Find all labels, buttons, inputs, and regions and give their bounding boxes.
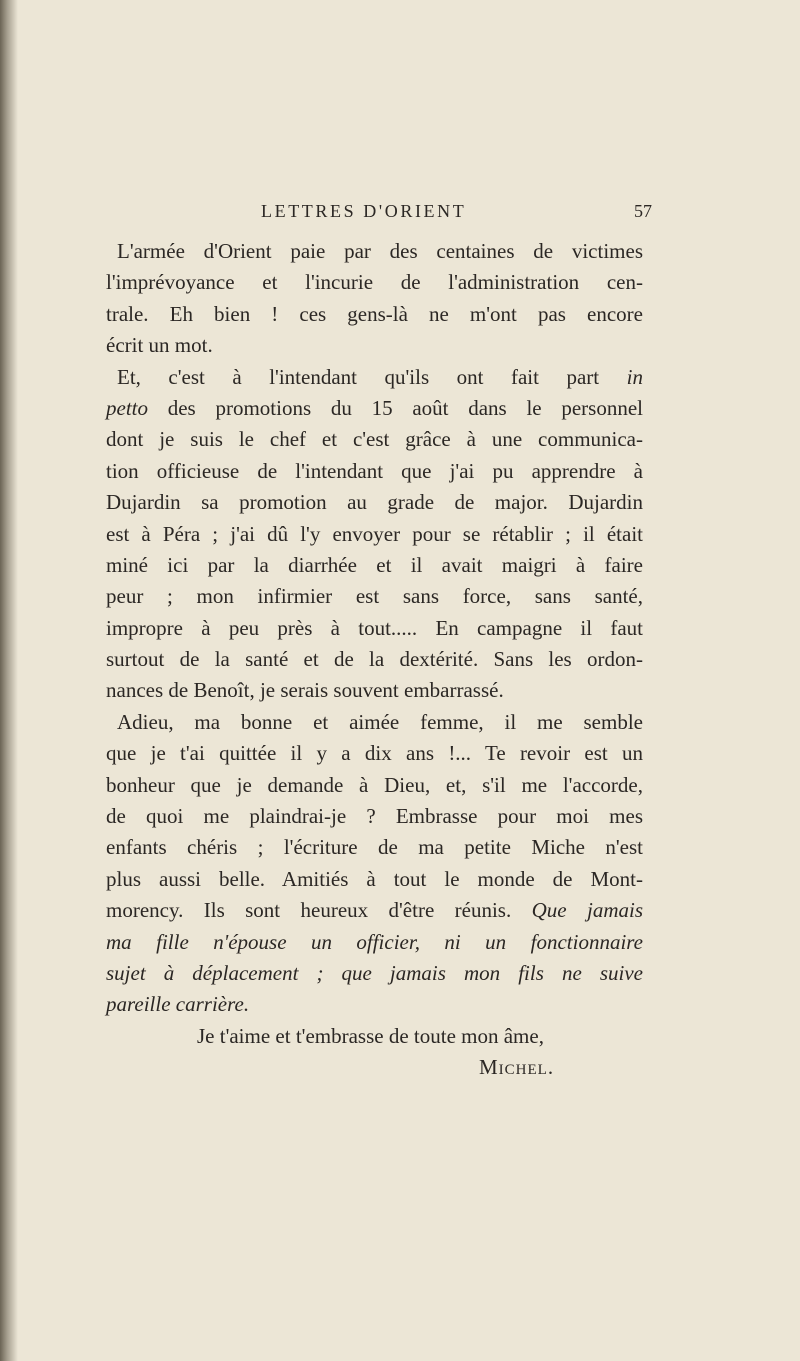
text-line — [106, 362, 643, 393]
text-line: miné ici par la diarrhée et il avait maigri à faire — [106, 552, 643, 577]
page-edge-shadow — [0, 0, 18, 1361]
text-segment: morency. Ils sont heureux d'être réunis. — [106, 898, 532, 923]
text-line — [106, 895, 643, 926]
text-line: plus aussi belle. Amitiés à tout le monde de Mont- — [106, 866, 643, 891]
text-line: de quoi me plaindrai-je ? Embrasse pour moi mes — [106, 804, 643, 829]
text-line: peur ; mon infirmier est sans force, sans santé, — [106, 584, 643, 609]
text-line: tion officieuse de l'intendant que j'ai pu apprendre à — [106, 458, 643, 483]
text-line: Dujardin sa promotion au grade de major. Dujardin — [106, 490, 643, 515]
text-line: que je t'ai quittée il y a dix ans !... Te revoir est un — [106, 741, 643, 766]
text-line: surtout de la santé et de la dextérité. Sans les ordon- — [106, 647, 643, 672]
signature: Michel. — [479, 1055, 555, 1080]
text-line — [106, 393, 643, 424]
text-line: nances de Benoît, je serais souvent embarrassé. — [106, 678, 504, 703]
text-line: sujet à déplacement ; que jamais mon fils ne suive — [106, 960, 643, 985]
italic-segment: petto — [106, 395, 148, 420]
closing-line: Je t'aime et t'embrasse de toute mon âme, — [197, 1023, 544, 1048]
italic-segment: Que jamais — [531, 898, 643, 923]
text-line: enfants chéris ; l'écriture de ma petite Miche n'est — [106, 835, 643, 860]
text-line: impropre à peu près à tout..... En campagne il faut — [106, 615, 643, 640]
text-line: Adieu, ma bonne et aimée femme, il me semble — [117, 709, 643, 734]
text-line: bonheur que je demande à Dieu, et, s'il me l'accorde, — [106, 772, 643, 797]
text-line: est à Péra ; j'ai dû l'y envoyer pour se rétablir ; il était — [106, 521, 643, 546]
text-line: pareille carrière. — [106, 992, 250, 1017]
text-line: l'imprévoyance et l'incurie de l'administration cen- — [106, 270, 643, 295]
running-title: LETTRES D'ORIENT — [261, 201, 467, 221]
text-line: ma fille n'épouse un officier, ni un fonctionnaire — [106, 929, 643, 954]
page-header — [117, 198, 652, 228]
text-segment: des promotions du 15 août dans le personnel — [148, 395, 643, 420]
text-line: trale. Eh bien ! ces gens-là ne m'ont pas encore — [106, 301, 643, 326]
text-line: L'armée d'Orient paie par des centaines de victimes — [117, 239, 643, 263]
text-line: écrit un mot. — [106, 333, 213, 358]
page-number: 57 — [634, 201, 652, 221]
text-line: dont je suis le chef et c'est grâce à une communica- — [106, 427, 643, 452]
italic-segment: in — [626, 364, 643, 389]
letter-body — [106, 236, 643, 1084]
text-segment: Et, c'est à l'intendant qu'ils ont fait part — [117, 364, 627, 389]
